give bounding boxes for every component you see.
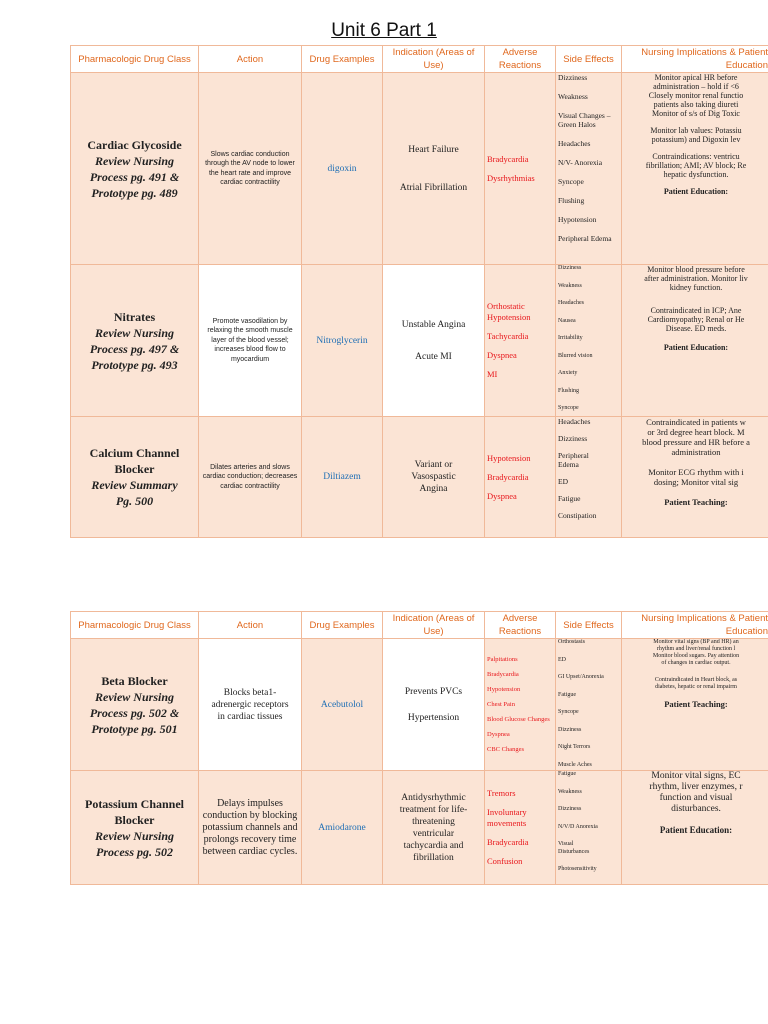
drug-class-cell <box>71 265 199 417</box>
nursing-line: Monitor ECG rhythm with i <box>648 467 744 477</box>
adverse-item: Bradycardia <box>487 670 519 678</box>
drug-class-name: Calcium Channel Blocker <box>89 446 180 476</box>
side-effect-item: N/V- Anorexia <box>558 158 603 167</box>
indication-item: Hypertension <box>407 712 460 723</box>
side-effect-item: Night Terrors <box>558 744 591 750</box>
adverse-item: Dyspnea <box>487 730 510 738</box>
patient-teaching-label: Patient Teaching: <box>664 699 728 709</box>
header-drug-class: Pharmacologic Drug Class <box>71 46 199 73</box>
nursing-line: kidney function. <box>669 283 723 292</box>
side-effects-cell <box>556 771 622 885</box>
side-effect-item: Weakness <box>558 92 588 101</box>
drug-example: Diltiazem <box>302 417 383 538</box>
review-ref: Review Nursing <box>94 153 174 168</box>
adverse-item: Hypotension <box>487 452 531 463</box>
side-effect-item: Headaches <box>558 139 591 148</box>
side-effect-item: Orthostasis <box>558 639 585 645</box>
side-effect-item: Hypotension <box>558 215 597 224</box>
header-indication: Indication (Areas of Use) <box>383 46 485 73</box>
nursing-line: Contraindications: ventricu <box>652 152 740 161</box>
side-effect-item: Irritability <box>558 335 583 341</box>
indication-item: Prevents PVCs <box>404 686 463 697</box>
action-cell: Blocks beta1-adrenergic receptors in cardiac tissues <box>199 639 302 771</box>
drug-example: Nitroglycerin <box>302 265 383 417</box>
side-effect-item: Photosensitivity <box>558 866 597 872</box>
adverse-item: Dyspnea <box>487 350 517 360</box>
indication-cell <box>383 417 485 538</box>
nursing-line: Contraindicated in Heart block, as <box>654 677 738 683</box>
side-effect-item: Fatigue <box>558 691 576 698</box>
indication-item: Antidysrhythmic treatment for life-threatening ventricular tachycardia and fibrillation <box>399 792 468 863</box>
patient-education-label: Patient Education: <box>659 825 733 835</box>
adverse-cell <box>485 639 556 771</box>
review-ref: Prototype pg. 489 <box>91 185 178 200</box>
drug-class-cell <box>71 73 199 265</box>
side-effect-item: Dizziness <box>558 265 582 271</box>
adverse-item: Dysrhythmias <box>487 172 535 183</box>
header-adverse-reactions: Adverse Reactions <box>485 612 556 639</box>
side-effect-item: Dizziness <box>558 726 582 733</box>
nursing-line: Monitor apical HR before <box>654 73 738 82</box>
patient-education-label: Patient Education: <box>663 187 729 196</box>
nursing-line: dosing; Monitor vital sig <box>653 477 739 487</box>
review-ref: Review Nursing <box>94 689 174 704</box>
indication-cell <box>383 73 485 265</box>
review-ref: Review Nursing <box>94 828 174 843</box>
adverse-item: Bradycardia <box>487 837 529 847</box>
table-header-row <box>71 46 768 73</box>
nursing-line: Disease. ED meds. <box>665 324 727 333</box>
action-cell: Delays impulses conduction by blocking potassium channels and prolongs recovery time between cardiac cycles. <box>199 771 302 885</box>
drug-example: digoxin <box>302 73 383 265</box>
side-effect-item: ED <box>558 656 566 663</box>
nursing-line: rhythm, liver enzymes, r <box>649 782 743 792</box>
page-title: Unit 6 Part 1 <box>331 20 437 41</box>
header-indication: Indication (Areas of Use) <box>383 612 485 639</box>
header-drug-class: Pharmacologic Drug Class <box>71 612 199 639</box>
nursing-line: blood pressure and HR before a <box>642 437 750 447</box>
adverse-item: CBC Changes <box>487 745 525 753</box>
side-effect-item: Syncope <box>558 405 579 411</box>
header-side-effects: Side Effects <box>556 612 622 639</box>
nursing-cell <box>622 771 768 885</box>
adverse-cell <box>485 265 556 417</box>
nursing-line: function and visual <box>659 793 733 803</box>
side-effect-item: Flushing <box>558 387 580 394</box>
adverse-item: Hypotension <box>487 685 521 693</box>
adverse-cell <box>485 73 556 265</box>
nursing-cell <box>622 73 768 265</box>
adverse-cell <box>485 771 556 885</box>
adverse-item: Bradycardia <box>487 471 529 482</box>
adverse-item: Confusion <box>487 856 523 866</box>
side-effect-item: Dizziness <box>558 73 588 82</box>
side-effect-item: Syncope <box>558 709 579 715</box>
drug-class-name: Beta Blocker <box>101 673 168 688</box>
nursing-line: Monitor lab values: Potassiu <box>650 126 742 135</box>
side-effect-item: Fatigue <box>558 771 576 777</box>
side-effect-item: Flushing <box>558 196 585 205</box>
review-ref: Process pg. 497 & <box>89 341 180 356</box>
nursing-line: Monitor vital signs, EC <box>651 771 741 781</box>
drug-table-2 <box>70 611 768 885</box>
side-effect-item: Headaches <box>558 417 591 426</box>
nursing-line: of changes in cardiac output. <box>661 660 731 666</box>
header-drug-examples: Drug Examples <box>302 612 383 639</box>
nursing-line: Monitor vital signs (BP and HR) an <box>653 639 739 645</box>
side-effect-item: Headaches <box>558 300 584 306</box>
header-nursing-implications: Nursing Implications & Patient Education <box>622 46 768 73</box>
adverse-item: Dyspnea <box>487 490 517 501</box>
side-effect-item: Nausea <box>558 317 576 324</box>
drug-class-cell <box>71 639 199 771</box>
header-drug-examples: Drug Examples <box>302 46 383 73</box>
nursing-line: Monitor blood sugars. Pay attention <box>652 653 740 659</box>
side-effect-item: Muscle Aches <box>558 761 592 768</box>
action-cell: Dilates arteries and slows cardiac conduction; decreases cardiac contractility <box>199 417 302 538</box>
table-header-row <box>71 612 768 639</box>
nursing-line: Monitor of s/s of Dig Toxic <box>652 109 740 118</box>
nursing-line: potassium) and Digoxin lev <box>651 135 741 144</box>
indication-item: Atrial Fibrillation <box>399 182 468 193</box>
indication-cell <box>383 265 485 417</box>
nursing-line: rhythm and liver/renal function l <box>656 646 736 652</box>
indication-item: Heart Failure <box>408 144 459 155</box>
header-action: Action <box>199 612 302 639</box>
table-row <box>71 639 768 771</box>
side-effect-item: ED <box>558 477 568 486</box>
side-effect-item: Constipation <box>558 511 597 520</box>
header-side-effects: Side Effects <box>556 46 622 73</box>
table-row <box>71 417 768 538</box>
side-effect-item: GI Upset/Anorexia <box>558 674 604 680</box>
nursing-line: Contraindicated in patients w <box>646 417 746 427</box>
side-effect-item: Visual Disturbances <box>558 841 590 855</box>
drug-class-cell <box>71 771 199 885</box>
side-effects-cell <box>556 639 622 771</box>
drug-example: Acebutolol <box>302 639 383 771</box>
review-ref: Process pg. 502 & <box>89 705 180 720</box>
nursing-line: Monitor blood pressure before <box>647 265 745 274</box>
review-ref: Pg. 500 <box>115 494 154 508</box>
adverse-cell <box>485 417 556 538</box>
side-effect-item: Weakness <box>558 282 582 289</box>
header-adverse-reactions: Adverse Reactions <box>485 46 556 73</box>
nursing-line: Closely monitor renal functio <box>648 91 744 100</box>
adverse-item: Blood Glucose Changes <box>487 715 550 723</box>
header-action: Action <box>199 46 302 73</box>
indication-cell <box>383 639 485 771</box>
indication-item: Variant or Vasospastic Angina <box>411 460 456 494</box>
review-ref: Review Summary <box>91 478 178 492</box>
review-ref: Process pg. 502 <box>96 844 173 859</box>
nursing-line: after administration. Monitor liv <box>644 274 748 283</box>
header-nursing-implications: Nursing Implications & Patient Education <box>622 612 768 639</box>
patient-education-label: Patient Education: <box>663 343 729 352</box>
table-row <box>71 73 768 265</box>
nursing-line: Contraindicated in ICP; Ane <box>650 306 742 315</box>
nursing-line: fibrillation; AMI; AV block; Re <box>645 161 747 170</box>
nursing-cell <box>622 417 768 538</box>
side-effects-cell <box>556 73 622 265</box>
review-ref: Prototype pg. 501 <box>91 721 178 736</box>
indication-cell <box>383 771 485 885</box>
side-effect-item: Fatigue <box>558 494 581 503</box>
side-effect-item: Weakness <box>558 788 582 795</box>
action-cell: Slows cardiac conduction through the AV node to lower the heart rate and improve cardiac contractility <box>199 73 302 265</box>
side-effects-cell <box>556 265 622 417</box>
side-effect-item: Peripheral Edema <box>558 234 612 243</box>
nursing-line: administration <box>671 447 721 457</box>
drug-class-name: Potassium Channel Blocker <box>84 796 185 827</box>
side-effect-item: Peripheral Edema <box>558 451 589 469</box>
action-cell: Promote vasodilation by relaxing the smooth muscle layer of the blood vessel; increases blood flow to myocardium <box>199 265 302 417</box>
review-ref: Review Nursing <box>94 325 174 340</box>
indication-item: Acute MI <box>415 351 452 362</box>
nursing-line: hepatic dysfunction. <box>663 170 729 179</box>
adverse-item: Involuntary movements <box>487 807 527 828</box>
nursing-line: administration – hold if <6 <box>653 82 739 91</box>
nursing-line: patients also taking diureti <box>653 100 739 109</box>
adverse-item: Chest Pain <box>487 700 515 708</box>
table-row <box>71 265 768 417</box>
side-effect-item: N/V/D Anorexia <box>558 823 598 830</box>
nursing-line: diabetes, hepatic or renal impairm <box>655 684 737 690</box>
drug-class-name: Nitrates <box>113 309 156 324</box>
side-effect-item: Blurred vision <box>558 352 593 359</box>
indication-item: Unstable Angina <box>401 319 466 330</box>
side-effect-item: Dizziness <box>558 806 582 812</box>
side-effect-item: Anxiety <box>558 370 578 376</box>
adverse-item: Palpitations <box>487 655 518 663</box>
side-effects-cell <box>556 417 622 538</box>
adverse-item: Orthostatic Hypotension <box>487 301 531 322</box>
adverse-item: Tremors <box>487 788 516 798</box>
table-row <box>71 771 768 885</box>
adverse-item: Tachycardia <box>487 331 529 341</box>
nursing-cell <box>622 639 768 771</box>
patient-teaching-label: Patient Teaching: <box>664 497 728 507</box>
side-effect-item: Syncope <box>558 177 584 186</box>
nursing-cell <box>622 265 768 417</box>
adverse-item: MI <box>487 369 498 379</box>
nursing-line: or 3rd degree heart block. M <box>647 427 745 437</box>
drug-table-1 <box>70 45 768 538</box>
nursing-line: Cardiomyopathy; Renal or He <box>647 315 745 324</box>
drug-example: Amiodarone <box>302 771 383 885</box>
side-effect-item: Visual Changes – Green Halos <box>558 111 611 129</box>
drug-class-cell <box>71 417 199 538</box>
nursing-line: disturbances. <box>671 804 721 814</box>
review-ref: Prototype pg. 493 <box>91 357 178 372</box>
adverse-item: Bradycardia <box>487 153 529 164</box>
drug-class-name: Cardiac Glycoside <box>87 137 182 152</box>
review-ref: Process pg. 491 & <box>89 169 180 184</box>
side-effect-item: Dizziness <box>558 434 588 443</box>
